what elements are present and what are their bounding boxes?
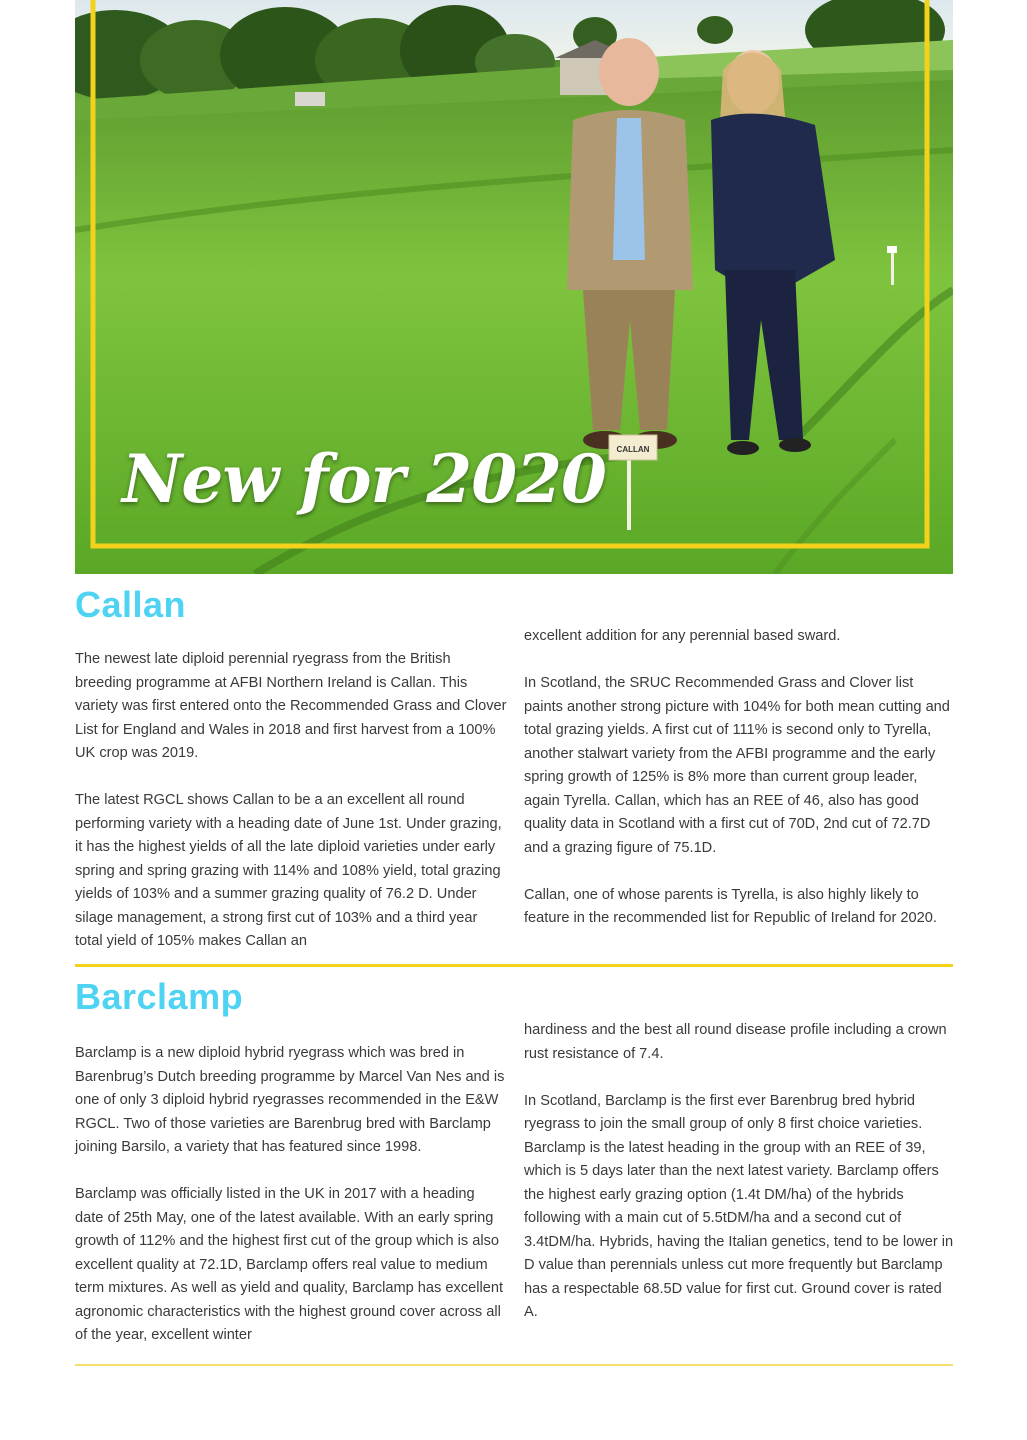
- callan-paragraph: excellent addition for any perennial based sward.: [524, 628, 841, 644]
- barclamp-paragraph: Barclamp was officially listed in the UK in 2017 with a heading date of 25th May, one of the latest available. With an early spring growth of 112% and the highest first cut of the group which is also excellent quality at 72.1D, Barclamp offers real value to medium term mixtures. As well as yield and quality, Barclamp has excellent agronomic characteristics with the highest ground cover across all of the year, excellent winter: [75, 1186, 503, 1343]
- barclamp-paragraph: In Scotland, Barclamp is the first ever Barenbrug bred hybrid ryegrass to join the small group of only 8 first choice varieties. Barclamp is the latest heading in the group with an REE of 39, which is 5 days later than the next latest variety. Barclamp offers the highest early grazing option (1.4t DM/ha) of the hybrids following with a main cut of 5.5tDM/ha and a second cut of 3.4tDM/ha. Hybrids, having the Italian genetics, tend to be lower in D value than perennials unless cut more frequently but Barclamp has a respectable 68.5D value for first cut. Ground cover is rated A.: [524, 1092, 954, 1320]
- section-title-callan: Callan: [75, 584, 187, 625]
- barclamp-right-column: [524, 1019, 956, 1325]
- hero-title: New for 2020: [122, 440, 606, 518]
- barclamp-paragraph: hardiness and the best all round disease profile including a crown rust resistance of 7.4.: [524, 1022, 947, 1062]
- section-title-barclamp: Barclamp: [75, 976, 244, 1017]
- callan-paragraph: Callan, one of whose parents is Tyrella, is also highly likely to feature in the recommended list for Republic of Ireland for 2020.: [524, 886, 937, 926]
- hero-photo: [75, 0, 953, 574]
- callan-right-column: [524, 625, 956, 931]
- section-divider: [75, 964, 953, 967]
- sign-label: CALLAN: [616, 445, 650, 454]
- callan-paragraph: In Scotland, the SRUC Recommended Grass and Clover list paints another strong picture with 104% for both mean cutting and total grazing yields. A first cut of 111% is second only to Tyrella, another stalwart variety from the AFBI programme and the early spring growth of 125% is 8% more than current group leader, again Tyrella. Callan, which has an REE of 46, also has good quality data in Scotland with a first cut of 70D, 2nd cut of 72.7D and a grazing figure of 75.1D.: [524, 675, 950, 856]
- callan-paragraph: The latest RGCL shows Callan to be a an excellent all round performing variety with a heading date of June 1st. Under grazing, it has the highest yields of all the late diploid varieties under early spring and spring grazing with 114% and 108% yield, total grazing yields of 103% and a summer grazing quality of 76.2 D. Under silage management, a strong first cut of 103% and a third year total yield of 105% makes Callan an: [75, 792, 502, 949]
- barclamp-left-column: [75, 1042, 507, 1348]
- callan-left-column: [75, 648, 507, 954]
- barclamp-paragraph: Barclamp is a new diploid hybrid ryegrass which was bred in Barenbrug’s Dutch breeding programme by Marcel Van Nes and is one of only 3 diploid hybrid ryegrasses recommended in the E&W RGCL. Two of those varieties are Barenbrug bred with Barclamp joining Barsilo, a variety that has featured since 1998.: [75, 1045, 505, 1155]
- bottom-divider: [75, 1364, 953, 1366]
- callan-paragraph: The newest late diploid perennial ryegrass from the British breeding programme at AFBI Northern Ireland is Callan. This variety was first entered onto the Recommended Grass and Clover List for England and Wales in 2018 and first harvest from a 100% UK crop was 2019.: [75, 651, 507, 761]
